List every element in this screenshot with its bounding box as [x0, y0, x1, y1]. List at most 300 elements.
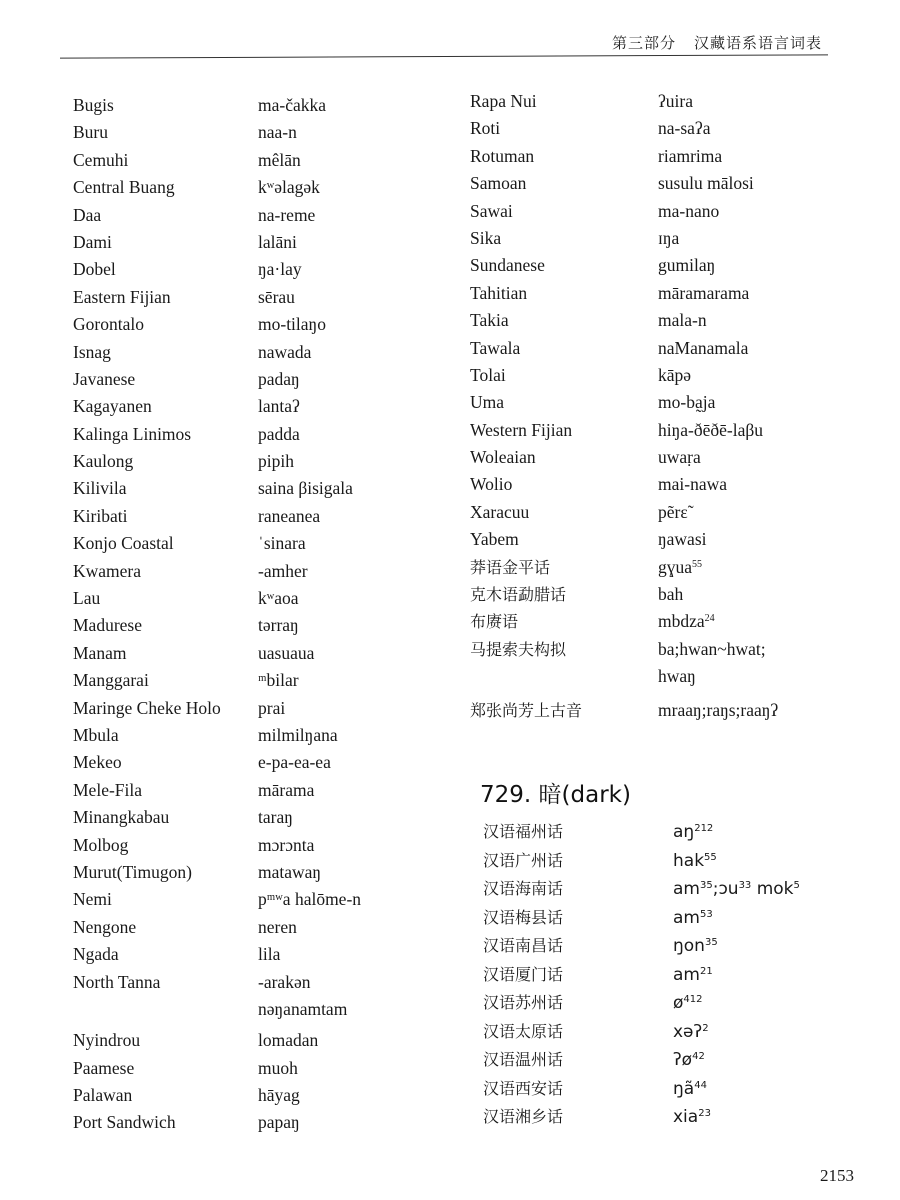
language-name: Tolai [470, 364, 506, 385]
word-form [258, 749, 331, 776]
word-entry [73, 1055, 463, 1082]
word-entry [73, 585, 463, 612]
form-part: am [673, 879, 700, 899]
language-name: Dobel [73, 259, 116, 280]
language-name: North Tanna [73, 971, 161, 992]
form-text: nəŋanamtam [258, 998, 348, 1019]
word-entry [73, 92, 463, 119]
word-form [258, 969, 310, 996]
language-name: Mekeo [73, 752, 122, 773]
word-form [658, 280, 749, 307]
form-text: pᵐʷa halōme-n [258, 889, 362, 910]
word-entry [470, 225, 850, 252]
word-entry [73, 475, 463, 502]
form-text: hiŋa-ðēðē-laβu [658, 419, 764, 440]
language-name: 汉语南昌话 [483, 936, 564, 955]
header-title: 汉藏语系语言词表 [693, 34, 822, 52]
word-entry [73, 996, 463, 1023]
word-entry [73, 366, 463, 393]
word-form [673, 818, 713, 847]
form-text: mo-tilaŋo [258, 314, 326, 335]
word-entry [73, 229, 463, 256]
language-name: Western Fijian [470, 419, 573, 440]
word-entry [73, 914, 463, 941]
language-name: Javanese [73, 368, 136, 389]
word-form [658, 471, 727, 498]
word-entry [73, 339, 463, 366]
language-name: Uma [470, 392, 505, 413]
language-name: 布赓语 [470, 612, 519, 632]
word-form [658, 697, 778, 724]
word-form [673, 932, 718, 961]
language-name: 马提索夫构拟 [470, 639, 567, 659]
language-name: 莽语金平话 [470, 557, 551, 577]
language-name: Xaracuu [470, 501, 530, 522]
form-text: ŋon [673, 936, 705, 956]
form-text: tərraŋ [258, 615, 299, 636]
tone-mark: 23 [698, 1108, 711, 1119]
word-form [673, 1075, 707, 1104]
form-text: saina βisigala [258, 478, 353, 499]
language-name: Madurese [73, 615, 143, 636]
language-name: Cemuhi [73, 149, 129, 170]
word-entry [483, 1075, 863, 1104]
form-text: kʷəlagək [258, 177, 320, 198]
tone-mark: 33 [738, 880, 752, 891]
form-text: naManamala [658, 337, 749, 358]
word-form [658, 663, 696, 690]
form-text: hwaŋ [658, 666, 696, 687]
language-name: Tawala [470, 337, 521, 358]
word-entry [73, 969, 463, 996]
word-entry [470, 608, 850, 635]
form-text: lalāni [258, 231, 297, 252]
dark-word-column [483, 818, 863, 1132]
form-text: mraaŋ;raŋs;raaŋʔ [658, 699, 779, 720]
word-form [258, 558, 308, 585]
form-text: ŋã [673, 1078, 695, 1099]
word-form [258, 256, 302, 283]
word-entry [470, 307, 850, 334]
word-entry [483, 847, 863, 876]
word-form [258, 941, 280, 968]
language-name: 汉语广州话 [483, 850, 564, 870]
form-text: ma-nano [658, 200, 720, 221]
form-text: mɔrɔnta [258, 834, 315, 855]
section-heading [480, 776, 631, 809]
language-name: Kwamera [73, 560, 142, 581]
form-text: -amher [258, 560, 308, 581]
word-entry [483, 1103, 863, 1132]
language-name: Minangkabau [73, 807, 170, 828]
section-number: 729. [480, 782, 532, 808]
form-text: ø [673, 993, 684, 1013]
tone-mark: 55 [692, 558, 703, 570]
form-text: mārama [258, 779, 315, 800]
language-name: 汉语福州话 [483, 822, 564, 841]
language-name: Sundanese [470, 255, 545, 276]
word-form [658, 417, 763, 444]
language-name: 汉语海南话 [483, 879, 564, 898]
language-name: Manam [73, 642, 127, 663]
form-text: uasuaua [258, 642, 315, 663]
word-form [658, 636, 766, 663]
word-form [658, 198, 719, 225]
word-form [658, 307, 707, 334]
form-text: neren [258, 916, 297, 937]
word-form [258, 475, 353, 502]
form-part: mok [751, 879, 794, 899]
language-name: Paamese [73, 1057, 135, 1078]
word-form [673, 847, 717, 876]
word-form [258, 722, 338, 749]
form-text: padda [258, 423, 300, 444]
language-name: Maringe Cheke Holo [73, 697, 221, 718]
language-name: Eastern Fijian [73, 286, 171, 307]
word-form [258, 695, 285, 722]
word-entry [470, 444, 850, 471]
tone-mark: 212 [694, 823, 714, 834]
form-text: milmilŋana [258, 724, 338, 745]
word-entry [483, 961, 863, 990]
language-name: Molbog [73, 834, 129, 855]
tone-mark: 44 [694, 1079, 707, 1091]
form-text: na-saʔa [658, 118, 711, 139]
language-name: Palawan [73, 1085, 133, 1106]
word-form [258, 503, 320, 530]
form-text: muoh [258, 1057, 298, 1078]
form-text: naa-n [258, 122, 297, 143]
word-form [258, 612, 299, 639]
word-form [658, 115, 710, 142]
word-entry [73, 777, 463, 804]
word-form [258, 339, 311, 366]
form-text: xəʔ [673, 1021, 703, 1042]
tone-mark: 55 [704, 851, 717, 863]
word-entry [73, 421, 463, 448]
word-form [658, 444, 701, 471]
language-name: Isnag [73, 341, 111, 362]
word-entry [73, 695, 463, 722]
language-name: 汉语太原话 [483, 1021, 564, 1041]
language-name: Konjo Coastal [73, 533, 174, 554]
word-form [673, 989, 703, 1018]
word-form [658, 526, 707, 553]
language-name: Lau [73, 588, 101, 609]
form-text: matawaŋ [258, 861, 322, 882]
language-name: 克木语勐腊话 [470, 585, 567, 605]
language-name: Bugis [73, 95, 114, 115]
language-name: Ngada [73, 944, 119, 965]
word-entry [73, 448, 463, 475]
section-title: 暗(dark) [538, 782, 631, 808]
language-name: Roti [470, 118, 501, 139]
form-text: lomadan [258, 1030, 319, 1051]
form-text: uwaṛa [658, 447, 701, 468]
word-form [673, 1018, 709, 1047]
word-entry [73, 147, 463, 174]
word-entry [73, 886, 463, 913]
language-name: 汉语苏州话 [483, 993, 564, 1012]
word-entry [483, 904, 863, 933]
word-form [258, 1055, 298, 1082]
word-form [258, 832, 314, 859]
word-entry [470, 335, 850, 362]
word-entry [470, 88, 850, 115]
word-entry [73, 174, 463, 201]
word-entry [73, 859, 463, 886]
word-entry [470, 697, 850, 724]
language-name: Rapa Nui [470, 91, 537, 111]
word-form [258, 585, 299, 612]
word-entry [73, 284, 463, 311]
form-text: pẽrɛ̃ [658, 501, 688, 522]
form-text: -arakən [258, 971, 311, 992]
language-name: Central Buang [73, 177, 175, 198]
word-form [258, 886, 361, 913]
word-form [258, 996, 347, 1023]
language-name: Kaulong [73, 451, 134, 472]
form-text: ba;hwan~hwat; [658, 638, 766, 659]
word-entry [73, 558, 463, 585]
language-name: 汉语温州话 [483, 1050, 564, 1069]
word-form [258, 119, 297, 146]
word-entry [73, 832, 463, 859]
word-entry [483, 932, 863, 961]
word-form [658, 143, 722, 170]
word-entry [470, 143, 850, 170]
language-name: Nyindrou [73, 1030, 141, 1051]
header-rule [60, 54, 828, 58]
language-name: 汉语厦门话 [483, 964, 564, 984]
language-name: Woleaian [470, 447, 536, 468]
word-form [258, 804, 293, 831]
word-form [673, 1103, 711, 1132]
word-entry [73, 311, 463, 338]
word-entry [470, 115, 850, 142]
language-name: Tahitian [470, 282, 528, 303]
word-entry [470, 280, 850, 307]
tone-mark: 35 [699, 880, 713, 891]
form-text: kāpə [658, 364, 692, 385]
language-name: Nengone [73, 916, 137, 937]
form-text: ʔø [673, 1050, 693, 1070]
word-entry [483, 1046, 863, 1075]
form-text: aŋ [673, 822, 695, 842]
tone-mark: 412 [683, 994, 703, 1005]
word-form [258, 1109, 300, 1136]
word-form [673, 1046, 705, 1075]
word-entry [470, 581, 850, 608]
word-entry [470, 362, 850, 389]
word-form [258, 284, 295, 311]
form-text: gumilaŋ [658, 255, 716, 276]
language-name: Gorontalo [73, 314, 144, 335]
language-name: Sika [470, 227, 502, 248]
word-entry [483, 875, 863, 904]
language-name: Daa [73, 204, 102, 225]
word-entry [73, 119, 463, 146]
language-name: Kalinga Linimos [73, 423, 192, 444]
form-text: kʷaoa [258, 588, 299, 609]
language-name: Murut(Timugon) [73, 861, 192, 882]
form-text: riamrima [658, 145, 723, 166]
form-text: hāyag [258, 1085, 300, 1106]
word-entry [73, 202, 463, 229]
form-text: hak [673, 850, 705, 871]
form-part: ;ɔu [712, 879, 739, 899]
word-entry [470, 170, 850, 197]
form-text: mo-ba̰ja [658, 392, 716, 413]
word-entry [73, 1082, 463, 1109]
word-form [658, 499, 688, 526]
word-entry [73, 941, 463, 968]
word-form [673, 904, 713, 933]
word-entry [470, 198, 850, 225]
word-form [258, 202, 315, 229]
language-name: Kagayanen [73, 396, 152, 417]
language-name: Yabem [470, 529, 519, 550]
form-text: pipih [258, 451, 294, 472]
form-text: mala-n [658, 310, 707, 331]
form-text: sērau [258, 286, 295, 307]
word-entry [470, 389, 850, 416]
language-name: 郑张尚芳上古音 [470, 700, 583, 720]
word-entry [470, 554, 850, 581]
word-form [673, 961, 713, 990]
word-form [258, 393, 300, 420]
word-entry [470, 417, 850, 444]
language-name: Kiribati [73, 505, 128, 526]
tone-mark: 42 [692, 1051, 705, 1062]
form-text: gɣua [658, 556, 693, 577]
form-text: ŋawasi [658, 529, 707, 550]
form-text: am [673, 964, 700, 985]
form-text: māramarama [658, 282, 750, 303]
form-text: ˈsinara [258, 533, 306, 554]
word-entry [470, 636, 850, 663]
form-text: susulu mālosi [658, 173, 754, 194]
word-entry [483, 1018, 863, 1047]
word-form [258, 92, 326, 119]
form-text: lila [258, 944, 281, 965]
language-name: Manggarai [73, 670, 149, 691]
left-word-column [73, 92, 463, 1137]
word-form [258, 147, 301, 174]
language-name: Nemi [73, 889, 112, 910]
word-entry [73, 667, 463, 694]
form-text: papaŋ [258, 1112, 300, 1133]
word-form [658, 608, 715, 635]
form-text: raneanea [258, 505, 321, 526]
tone-mark: 53 [699, 908, 713, 920]
word-entry [73, 1109, 463, 1136]
word-entry [73, 530, 463, 557]
form-text: ʔuira [658, 91, 693, 111]
form-text: ɪŋa [658, 227, 680, 248]
form-text: am [673, 907, 700, 928]
word-form [258, 667, 299, 694]
word-form [258, 311, 326, 338]
language-name: Port Sandwich [73, 1112, 176, 1133]
form-text: mêlān [258, 149, 301, 170]
language-name: Rotuman [470, 145, 535, 166]
word-entry [470, 499, 850, 526]
form-text: e-pa-ea-ea [258, 752, 331, 773]
word-form [658, 581, 683, 608]
word-form [258, 640, 314, 667]
word-form [258, 448, 294, 475]
header-part: 第三部分 [611, 34, 676, 52]
form-text: na-reme [258, 204, 316, 225]
word-entry [73, 804, 463, 831]
form-text: prai [258, 697, 286, 718]
word-entry [73, 503, 463, 530]
running-header [612, 32, 822, 53]
word-form [658, 225, 679, 252]
language-name: 汉语梅县话 [483, 907, 564, 927]
word-form [258, 777, 314, 804]
form-text: bah [658, 584, 684, 605]
word-entry [73, 256, 463, 283]
word-form [658, 362, 691, 389]
word-form [658, 389, 715, 416]
word-form [258, 530, 306, 557]
tone-mark: 35 [704, 937, 718, 948]
word-entry [73, 1027, 463, 1054]
word-form [258, 229, 297, 256]
language-name: Dami [73, 231, 112, 252]
tone-mark: 21 [699, 965, 713, 977]
word-entry [470, 526, 850, 553]
word-form [258, 1027, 318, 1054]
tone-mark: 24 [704, 613, 715, 625]
word-entry [73, 749, 463, 776]
tone-mark: 5 [793, 880, 800, 891]
word-form [673, 875, 800, 904]
language-name: Sawai [470, 200, 513, 221]
word-form [258, 174, 320, 201]
language-name: Wolio [470, 474, 513, 495]
word-form [658, 88, 693, 115]
form-text: ᵐbilar [258, 670, 299, 691]
language-name: Samoan [470, 173, 527, 194]
form-text: padaŋ [258, 368, 300, 389]
word-form [258, 914, 297, 941]
form-text: nawada [258, 341, 312, 362]
word-entry [470, 252, 850, 279]
form-text: mbdza [658, 611, 705, 632]
form-text: mai-nawa [658, 474, 727, 495]
language-name: Mele-Fila [73, 779, 143, 800]
language-name: Buru [73, 122, 108, 143]
language-name: 汉语西安话 [483, 1078, 564, 1098]
page-number: 2153 [820, 1166, 854, 1185]
language-name: 汉语湘乡话 [483, 1107, 564, 1126]
word-form [258, 859, 321, 886]
word-form [658, 252, 715, 279]
word-entry [470, 471, 850, 498]
word-entry [470, 663, 850, 690]
form-text: taraŋ [258, 807, 293, 828]
word-form [258, 366, 300, 393]
form-text: ma-čakka [258, 95, 327, 115]
word-form [258, 1082, 300, 1109]
right-word-column [470, 88, 850, 724]
word-entry [73, 722, 463, 749]
word-entry [483, 818, 863, 847]
language-name: Takia [470, 310, 509, 331]
